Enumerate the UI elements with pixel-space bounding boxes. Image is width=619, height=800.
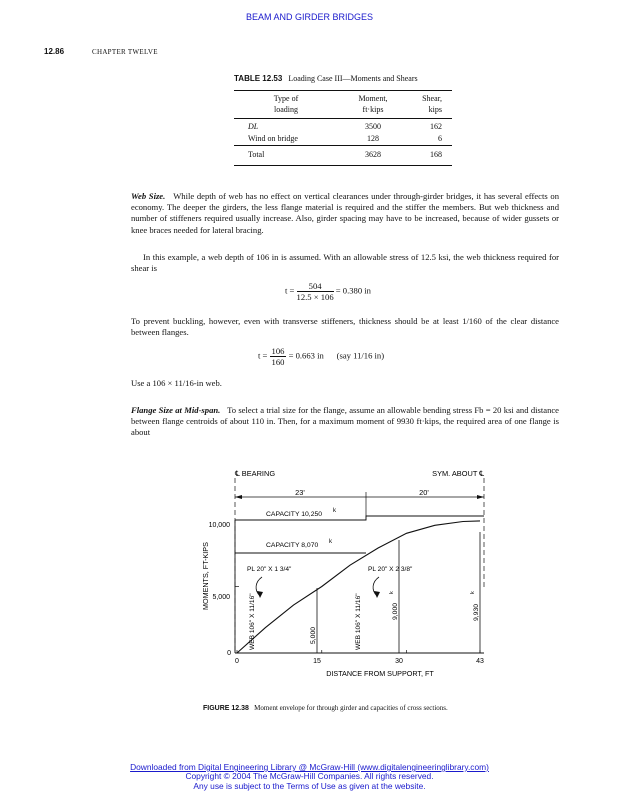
dimension-right: 20' bbox=[419, 488, 429, 497]
footer-notice bbox=[0, 763, 619, 791]
table-title: Loading Case III—Moments and Shears bbox=[288, 74, 418, 83]
figure-caption-text: Moment envelope for through girder and capacities of cross sections. bbox=[254, 704, 448, 712]
figure-caption bbox=[203, 704, 493, 713]
y-axis-label: MOMENTS, FT-KIPS bbox=[201, 542, 210, 610]
flange-text: To select a trial size for the flange, assume an allowable bending stress Fb = 20 ksi and distance between flange centroids of about 110 in. Then, for a maximum moment of 9930 ft·kips, the required area of one flange is about bbox=[131, 405, 559, 438]
buckling-paragraph: To prevent buckling, however, even with transverse stiffeners, thickness should be at least 1/160 of the clear distance between flanges. bbox=[131, 316, 559, 338]
ordinate-value-30: 9,000 bbox=[392, 602, 399, 620]
capacity-label-2: CAPACITY 8,070 bbox=[266, 542, 319, 549]
ordinate-value-43: 9,930 bbox=[473, 603, 480, 621]
row-moment: 128 bbox=[367, 134, 379, 143]
kip-mark: k bbox=[470, 591, 476, 594]
footer-copyright: Copyright © 2004 The McGraw-Hill Companies. All rights reserved. bbox=[185, 771, 434, 782]
web-selection-text: Use a 106 × 11/16-in web. bbox=[131, 378, 222, 388]
running-head: BEAM AND GIRDER BRIDGES bbox=[245, 12, 374, 22]
kip-mark: k bbox=[389, 591, 395, 594]
row-shear: 162 bbox=[430, 122, 442, 131]
dimension-arrow bbox=[235, 495, 242, 499]
web-size-text: While depth of web has no effect on vertical clearances under through-girder bridges, it has several effects on economy. The deeper the girders, the less flange material is required and the stiffer the members. But web thickness and number of stiffeners required usually increase. Also, girder spacing may have to be increased, because of wider gussets or knee braces needed for lateral bracing. bbox=[131, 191, 559, 235]
equation-web-thickness-shear: t = $\frac{504}{12.5 \times 106}$ = 0.380 in bbox=[285, 281, 371, 302]
row-type: DL bbox=[248, 122, 259, 131]
page-number: 12.86 bbox=[44, 47, 65, 56]
row-shear: 6 bbox=[438, 134, 442, 143]
y-tick-label: 0 bbox=[227, 650, 231, 657]
header-moment: Moment, ft·kips bbox=[338, 91, 408, 119]
chapter-title: CHAPTER TWELVE bbox=[92, 48, 158, 56]
web-depth-paragraph: In this example, a web depth of 106 in is assumed. With an allowable stress of 12.5 ksi, the web thickness required for shear is bbox=[131, 252, 559, 274]
x-tick-label: 15 bbox=[313, 658, 321, 665]
kip-mark: k bbox=[333, 508, 336, 514]
web-label-2: WEB 106" X 11/16" bbox=[355, 593, 362, 650]
dimension-arrow bbox=[477, 495, 484, 499]
equation-web-thickness-buckling: t = $\frac{106}{160}$ = 0.663 in (say 11/16 in) bbox=[258, 346, 385, 367]
dimension-left: 23' bbox=[295, 488, 305, 497]
header-shear: Shear, kips bbox=[408, 91, 452, 119]
figure-label: FIGURE 12.38 bbox=[203, 705, 249, 712]
web-size-heading: Web Size. bbox=[131, 191, 166, 201]
row-type: Wind on bridge bbox=[248, 134, 298, 143]
header-type: Type of loading bbox=[234, 91, 338, 119]
x-tick-label: 0 bbox=[235, 658, 239, 665]
flange-heading: Flange Size at Mid-span. bbox=[131, 405, 221, 415]
kip-mark: k bbox=[329, 539, 332, 545]
total-moment: 3628 bbox=[338, 146, 408, 166]
bearing-label: ℄ BEARING bbox=[235, 469, 276, 478]
y-tick-label: 10,000 bbox=[208, 522, 230, 529]
x-axis-label: DISTANCE FROM SUPPORT, FT bbox=[326, 669, 434, 678]
capacity-label-1: CAPACITY 10,250 bbox=[266, 511, 323, 518]
footer-download-link[interactable]: Downloaded from Digital Engineering Library @ McGraw-Hill (www.digitalengineeringlibrary.com) bbox=[130, 762, 489, 772]
total-type: Total bbox=[234, 146, 338, 166]
web-label-1: WEB 106" X 11/16" bbox=[249, 593, 256, 650]
symmetry-label: SYM. ABOUT ℄ bbox=[432, 469, 484, 478]
x-tick-label: 30 bbox=[395, 658, 403, 665]
x-tick-label: 43 bbox=[476, 658, 484, 665]
plate-label-1: PL 20" X 1 3/4" bbox=[247, 566, 292, 573]
total-shear: 168 bbox=[408, 146, 452, 166]
row-moment: 3500 bbox=[365, 122, 381, 131]
y-tick-label: 5,000 bbox=[212, 594, 230, 601]
ordinate-value-15: 5,000 bbox=[310, 626, 317, 644]
footer-terms: Any use is subject to the Terms of Use as given at the website. bbox=[193, 780, 426, 791]
table-label: TABLE 12.53 bbox=[234, 74, 283, 83]
plate-label-2: PL 20" X 2 3/8" bbox=[368, 566, 413, 573]
